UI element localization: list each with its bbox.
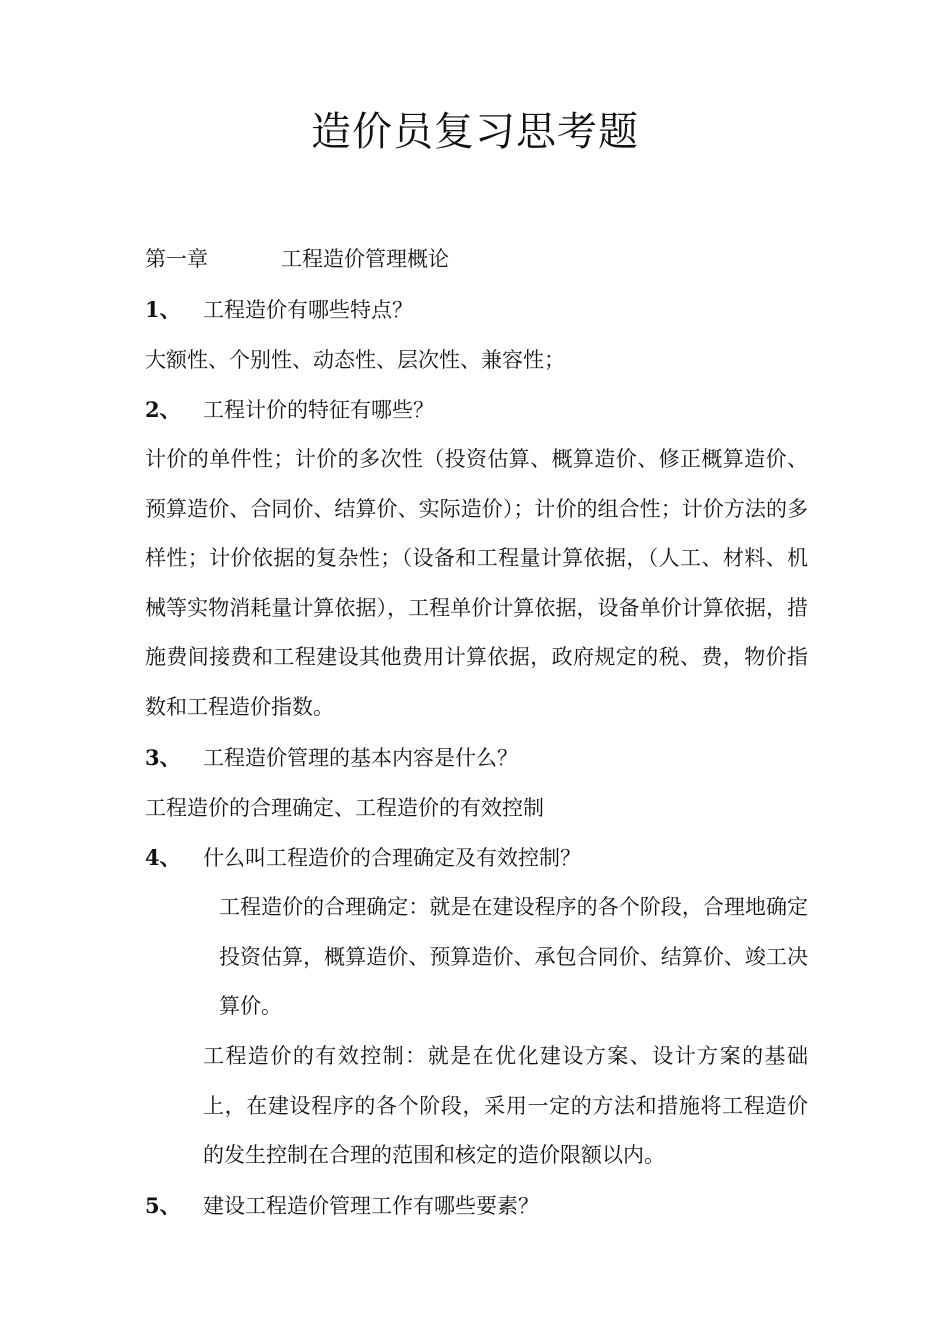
question-4 (145, 843, 581, 873)
answer-1: 大额性、个别性、动态性、层次性、兼容性； (145, 348, 565, 372)
question-number: 2、 (145, 397, 181, 422)
chapter-name: 工程造价管理概论 (281, 247, 449, 271)
question-text: 工程造价管理的基本内容是什么？ (203, 746, 518, 770)
question-1 (145, 295, 413, 325)
chapter-heading (145, 244, 449, 274)
answer-4-determination: 工程造价的合理确定：就是在建设程序的各个阶段，合理地确定投资估算，概算造价、预算造价、承包合同价、结算价、竣工决算价。 (219, 895, 808, 1018)
document-title: 造价员复习思考题 (311, 109, 639, 155)
question-text: 建设工程造价管理工作有哪些要素？ (203, 1194, 539, 1218)
question-number: 3、 (145, 745, 181, 770)
question-3 (145, 743, 518, 773)
answer-4-control: 工程造价的有效控制：就是在优化建设方案、设计方案的基础上，在建设程序的各个阶段，采用一定的方法和措施将工程造价的发生控制在合理的范围和核定的造价限额以内。 (203, 1044, 808, 1167)
chapter-number: 第一章 (145, 247, 208, 271)
answer-3: 工程造价的合理确定、工程造价的有效控制 (145, 796, 544, 820)
question-number: 1、 (145, 297, 181, 322)
question-text: 什么叫工程造价的合理确定及有效控制？ (203, 846, 581, 870)
question-text: 工程计价的特征有哪些？ (203, 398, 434, 422)
question-5 (145, 1191, 539, 1221)
question-number: 5、 (145, 1193, 181, 1218)
question-number: 4、 (145, 845, 181, 870)
question-text: 工程造价有哪些特点？ (203, 298, 413, 322)
answer-2: 计价的单件性；计价的多次性（投资估算、概算造价、修正概算造价、预算造价、合同价、结算价、实际造价）；计价的组合性；计价方法的多样性；计价依据的复杂性；（设备和工程量计算依据，（人工、材料、机械等实物消耗量计算依据），工程单价计算依据，设备单价计算依据，措施费间接费和工程建设其他费用计算依据，政府规定的税、费，物价指数和工程造价指数。 (145, 447, 808, 719)
question-2 (145, 395, 434, 425)
